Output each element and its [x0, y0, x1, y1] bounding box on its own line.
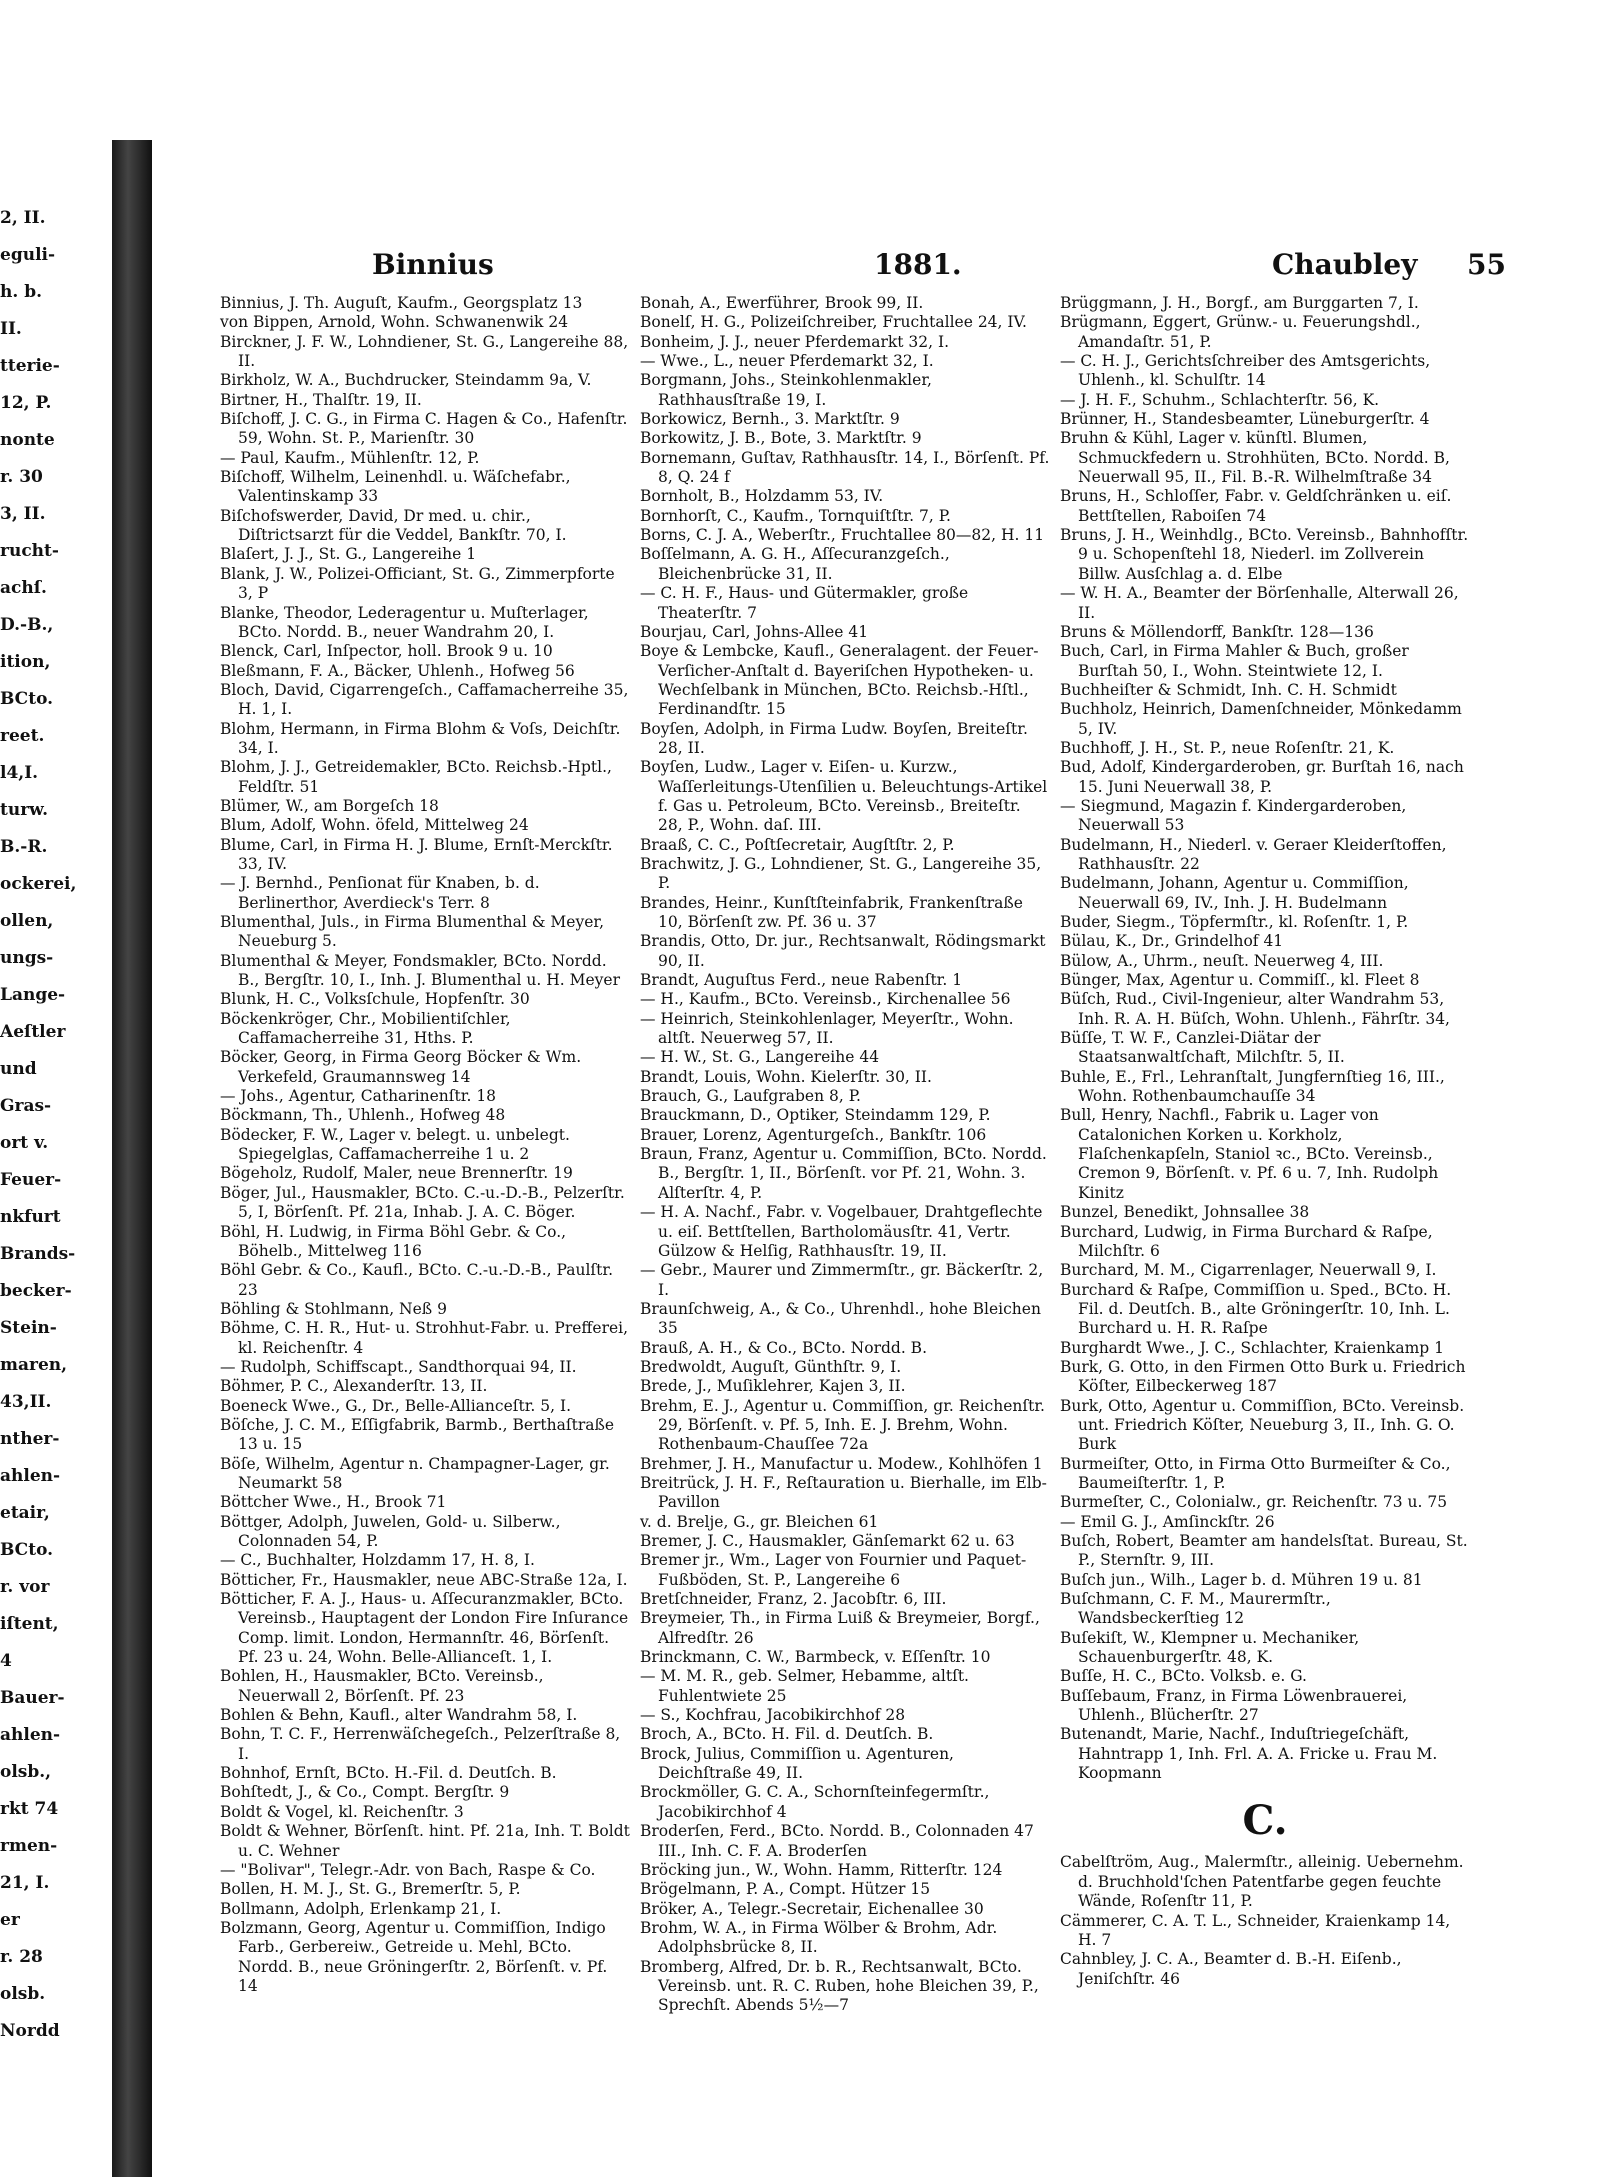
margin-fragment: etair,	[0, 1503, 50, 1523]
margin-fragment: und	[0, 1059, 37, 1079]
directory-entry: Bornemann, Guſtav, Rathhausſtr. 14, I., Börſenſt. Pf. 8, Q. 24 f	[640, 448, 1050, 487]
directory-entry: Boldt & Vogel, kl. Reichenſtr. 3	[220, 1802, 464, 1821]
directory-entry: Blümer, W., am Borgeſch 18	[220, 796, 439, 815]
directory-entry: Buchheiſter & Schmidt, Inh. C. H. Schmidt	[1060, 680, 1397, 699]
directory-entry: — J. Bernhd., Penſionat für Knaben, b. d. Berlinerthor, Averdieck's Terr. 8	[220, 874, 540, 912]
margin-fragment: rucht-	[0, 541, 59, 561]
margin-fragment: 43,II.	[0, 1392, 52, 1412]
directory-entry: Bunzel, Benedikt, Johnsallee 38	[1060, 1203, 1310, 1222]
margin-fragment: ition,	[0, 652, 51, 672]
margin-fragment: reet.	[0, 726, 45, 746]
directory-entry: — H. A. Nachf., Fabr. v. Vogelbauer, Drahtgeflechte u. eiſ. Bettſtellen, Bartholomäusſtr. 41, Vertr. Gülzow & Helſig, Rathhausſtr. 19, II.	[640, 1203, 1043, 1260]
directory-entry: Bonelſ, H. G., Polizeiſchreiber, Fruchtallee 24, IV.	[640, 313, 1027, 332]
directory-entry: Böckenkröger, Chr., Mobilientiſchler, Caffamacherreihe 31, Hths. P.	[220, 1009, 511, 1048]
margin-fragment: maren,	[0, 1355, 68, 1375]
margin-fragment: Gras-	[0, 1096, 52, 1116]
running-header	[242, 248, 1506, 288]
directory-entry: — "Bolivar", Telegr.-Adr. von Bach, Raspe & Co.	[220, 1860, 596, 1879]
directory-entry: Bötticher, Fr., Hausmakler, neue ABC-Straße 12a, I.	[220, 1570, 628, 1589]
directory-entry: Braun, Franz, Agentur u. Commiſſion, BCto. Nordd. B., Bergſtr. 1, II., Börſenſt. vor Pf. 21, Wohn. 3. Alſterſtr. 4, P.	[640, 1145, 1047, 1202]
directory-entry: Brandt, Louis, Wohn. Kielerſtr. 30, II.	[640, 1067, 932, 1086]
directory-entry: Bollmann, Adolph, Erlenkamp 21, I.	[220, 1899, 502, 1918]
directory-entry: — Emil G. J., Amſinckſtr. 26	[1060, 1512, 1275, 1531]
directory-entry: Biſchofswerder, David, Dr med. u. chir., Diſtrictsarzt für die Veddel, Bankſtr. 70, I.	[220, 506, 567, 545]
directory-entry: Bohn, T. C. F., Herrenwäſchegeſch., Pelzerſtraße 8, I.	[220, 1725, 621, 1763]
directory-entry: Buch, Carl, in Firma Mahler & Buch, großer Burſtah 50, I., Wohn. Steintwiete 12, I.	[1060, 642, 1409, 680]
directory-entry: — M. M. R., geb. Selmer, Hebamme, altſt. Fuhlentwiete 25	[640, 1667, 969, 1705]
directory-entry: Bünger, Max, Agentur u. Commiſſ., kl. Fleet 8	[1060, 971, 1420, 990]
directory-entry: — C. H. J., Gerichtsſchreiber des Amtsgerichts, Uhlenh., kl. Schulſtr. 14	[1060, 352, 1431, 390]
directory-entry: Buſſebaum, Franz, in Firma Löwenbrauerei, Uhlenh., Blücherſtr. 27	[1060, 1686, 1408, 1725]
directory-entry: Büſch, Rud., Civil-Ingenieur, alter Wandrahm 53, Inh. R. A. H. Büſch, Wohn. Uhlenh., Fährſtr. 34,	[1060, 990, 1450, 1028]
header-year: 1881.	[874, 248, 962, 281]
directory-entry: Bromberg, Alfred, Dr. b. R., Rechtsanwalt, BCto. Vereinsb. unt. R. C. Ruben, hohe Bleichen 39, P., Sprechſt. Abends 5½—7	[640, 1957, 1039, 2015]
directory-entry: Bruns, J. H., Weinhdlg., BCto. Vereinsb., Bahnhofſtr. 9 u. Schopenſtehl 18, Niederl. im Zollverein Billw. Ausſchlag a. d. Elbe	[1060, 526, 1469, 583]
directory-entry: Burchard & Raſpe, Commiſſion u. Sped., BCto. H. Fil. d. Deutſch. B., alte Gröningerſtr. 10, Inh. L. Burchard u. H. R. Raſpe	[1060, 1280, 1452, 1338]
directory-entry: Blumenthal, Juls., in Firma Blumenthal & Meyer, Neueburg 5.	[220, 913, 605, 951]
directory-entry: Burmeiſter, Otto, in Firma Otto Burmeiſter & Co., Baumeiſterſtr. 1, P.	[1060, 1454, 1451, 1492]
margin-fragment: Lange-	[0, 985, 66, 1005]
margin-fragment: D.-B.,	[0, 615, 54, 635]
directory-entry: Buſch jun., Wilh., Lager b. d. Mühren 19 u. 81	[1060, 1570, 1423, 1589]
directory-entry: Blunk, H. C., Volksſchule, Hopfenſtr. 30	[220, 990, 530, 1009]
directory-entry: Böhling & Stohlmann, Neß 9	[220, 1299, 447, 1318]
directory-entry: Bud, Adolf, Kindergarderoben, gr. Burſtah 16, nach 15. Juni Neuerwall 38, P.	[1060, 758, 1464, 796]
margin-fragment: h. b.	[0, 282, 43, 302]
margin-fragment: 4	[0, 1651, 12, 1671]
directory-entry: Bull, Henry, Nachfl., Fabrik u. Lager von Catalonichen Korken u. Korkholz, Flaſchenkapſeln, Staniol ꝛc., BCto. Vereinsb., Cremon 9, Börſenſt. v. Pf. 6 u. 7, Inh. Rudolph Kinitz	[1060, 1106, 1439, 1202]
margin-fragment: Feuer-	[0, 1170, 62, 1190]
directory-entry: Bredwoldt, Auguſt, Günthſtr. 9, I.	[640, 1357, 902, 1376]
directory-entry: Cabelſtröm, Aug., Malermſtr., alleinig. Uebernehm. d. Bruchhold'ſchen Patentfarbe gegen feuchte Wände, Roſenſtr 11, P.	[1060, 1853, 1464, 1911]
directory-entry: — Johs., Agentur, Catharinenſtr. 18	[220, 1087, 497, 1106]
margin-fragment: ahlen-	[0, 1466, 61, 1486]
page-edge	[1472, 200, 1600, 2177]
margin-fragment: iſtent,	[0, 1614, 59, 1634]
directory-entry: Bohſtedt, J., & Co., Compt. Bergſtr. 9	[220, 1783, 510, 1802]
directory-entry: Brehm, E. J., Agentur u. Commiſſion, gr. Reichenſtr. 29, Börſenſt. v. Pf. 5, Inh. E. J. Brehm, Wohn. Rothenbaum-Chauſſee 72a	[640, 1396, 1045, 1454]
directory-entry: Böhl, H. Ludwig, in Firma Böhl Gebr. & Co., Böhelb., Mittelweg 116	[220, 1222, 567, 1260]
directory-page	[152, 200, 1506, 2177]
directory-entry: Birkholz, W. A., Buchdrucker, Steindamm 9a, V.	[220, 371, 592, 390]
directory-entry: Bruns & Möllendorff, Bankſtr. 128—136	[1060, 622, 1374, 641]
margin-fragment: Brands-	[0, 1244, 76, 1264]
directory-entry: Böſche, J. C. M., Eſſigfabrik, Barmb., Berthaſtraße 13 u. 15	[220, 1415, 615, 1454]
directory-entry: Bröker, A., Telegr.-Secretair, Eichenallee 30	[640, 1899, 984, 1918]
margin-fragment: nkfurt	[0, 1207, 61, 1227]
directory-entry: Boeneck Wwe., G., Dr., Belle-Allianceſtr. 5, I.	[220, 1396, 572, 1415]
margin-fragment: becker-	[0, 1281, 72, 1301]
directory-entry: Blaſert, J. J., St. G., Langereihe 1	[220, 545, 477, 564]
directory-entry: — J. H. F., Schuhm., Schlachterſtr. 56, K.	[1060, 390, 1380, 409]
directory-entry: Brauch, G., Laufgraben 8, P.	[640, 1087, 861, 1106]
directory-entry: — S., Kochfrau, Jacobikirchhof 28	[640, 1706, 906, 1725]
directory-entry: — Paul, Kaufm., Mühlenſtr. 12, P.	[220, 448, 480, 467]
directory-entry: Burchard, M. M., Cigarrenlager, Neuerwall 9, I.	[1060, 1261, 1437, 1280]
margin-fragment: BCto.	[0, 1540, 54, 1560]
directory-entry: Böhme, C. H. R., Hut- u. Strohhut-Fabr. u. Prefferei, kl. Reichenſtr. 4	[220, 1319, 629, 1357]
directory-entry: Brünner, H., Standesbeamter, Lüneburgerſtr. 4	[1060, 410, 1430, 429]
directory-entry: Buſekiſt, W., Klempner u. Mechaniker, Schauenburgerſtr. 48, K.	[1060, 1628, 1360, 1667]
directory-entry: Brandt, Auguſtus Ferd., neue Rabenſtr. 1	[640, 971, 963, 990]
directory-entry: Budelmann, H., Niederl. v. Geraer Kleiderſtoffen, Rathhausſtr. 22	[1060, 835, 1447, 873]
directory-entry: Burghardt Wwe., J. C., Schlachter, Kraienkamp 1	[1060, 1338, 1445, 1357]
directory-entry: — Heinrich, Steinkohlenlager, Meyerſtr., Wohn. altſt. Neuerweg 57, II.	[640, 1009, 1014, 1048]
directory-entry: Birckner, J. F. W., Lohndiener, St. G., Langereihe 88, II.	[220, 332, 629, 371]
directory-entry: Böckmann, Th., Uhlenh., Hofweg 48	[220, 1106, 506, 1125]
directory-entry: Buſch, Robert, Beamter am handelsſtat. Bureau, St. P., Sternſtr. 9, III.	[1060, 1532, 1468, 1570]
directory-entry: Burk, Otto, Agentur u. Commiſſion, BCto. Vereinsb. unt. Friedrich Köſter, Neueburg 3, II., Inh. G. O. Burk	[1060, 1396, 1465, 1454]
directory-entry: Blum, Adolf, Wohn. öfeld, Mittelweg 24	[220, 816, 529, 835]
directory-entry: Bruns, H., Schloſſer, Fabr. v. Geldſchränken u. eiſ. Bettſtellen, Raboiſen 74	[1060, 487, 1452, 525]
directory-entry: Bollen, H. M. J., St. G., Bremerſtr. 5, P.	[220, 1880, 521, 1899]
directory-entry: Böttger, Adolph, Juwelen, Gold- u. Silberw., Colonnaden 54, P.	[220, 1512, 561, 1550]
directory-entry: — H. W., St. G., Langereihe 44	[640, 1048, 880, 1067]
directory-entry: Bornholt, B., Holzdamm 53, IV.	[640, 487, 884, 506]
directory-entry: Cahnbley, J. C. A., Beamter d. B.-H. Eiſenb., Jeniſchſtr. 46	[1060, 1950, 1402, 1988]
margin-fragment: olsb.	[0, 1984, 46, 2004]
directory-entry: Bourjau, Carl, Johns-Allee 41	[640, 622, 869, 641]
directory-entry: Buſchmann, C. F. M., Maurermſtr., Wandsbeckerſtieg 12	[1060, 1590, 1331, 1628]
margin-fragment: olsb.,	[0, 1762, 52, 1782]
directory-entry: Brinckmann, C. W., Barmbeck, v. Eſſenſtr. 10	[640, 1648, 991, 1667]
margin-fragment: r. vor	[0, 1577, 50, 1597]
directory-entry: Borgmann, Johs., Steinkohlenmakler, Rathhausſtraße 19, I.	[640, 371, 932, 409]
directory-entry: Biſchoff, J. C. G., in Firma C. Hagen & Co., Hafenſtr. 59, Wohn. St. P., Marienſtr. 30	[220, 410, 628, 448]
margin-fragment: 21, I.	[0, 1873, 50, 1893]
directory-entry: Brock, Julius, Commiſſion u. Agenturen, Deichſtraße 49, II.	[640, 1744, 954, 1783]
directory-entry: Braunſchweig, A., & Co., Uhrenhdl., hohe Bleichen 35	[640, 1299, 1041, 1338]
directory-entry: Buſſe, H. C., BCto. Volksb. e. G.	[1060, 1667, 1307, 1686]
directory-entry: Blume, Carl, in Firma H. J. Blume, Ernſt-Merckſtr. 33, IV.	[220, 835, 613, 873]
directory-entry: Bremer, J. C., Hausmakler, Gänſemarkt 62 u. 63	[640, 1532, 1015, 1550]
margin-fragment: 3, II.	[0, 504, 46, 524]
margin-fragment: Bauer-	[0, 1688, 65, 1708]
margin-fragment: B.-R.	[0, 837, 48, 857]
margin-fragment: r. 30	[0, 467, 43, 487]
directory-entry: Buchholz, Heinrich, Damenſchneider, Mönkedamm 5, IV.	[1060, 700, 1462, 738]
directory-entry: Blanke, Theodor, Lederagentur u. Muſterlager, BCto. Nordd. B., neuer Wandrahm 20, I.	[220, 603, 589, 641]
directory-entry: Burchard, Ludwig, in Firma Burchard & Raſpe, Milchſtr. 6	[1060, 1222, 1433, 1260]
margin-fragment: r. 28	[0, 1947, 43, 1967]
directory-entry: Brockmöller, G. C. A., Schornſteinfegermſtr., Jacobikirchhof 4	[640, 1783, 990, 1821]
margin-fragment: ungs-	[0, 948, 54, 968]
directory-entry: Bretſchneider, Franz, 2. Jacobſtr. 6, III.	[640, 1590, 947, 1609]
directory-entry: Bornhorſt, C., Kaufm., Tornquiſtſtr. 7, P.	[640, 506, 951, 525]
directory-entry: Bremer jr., Wm., Lager von Fournier und Paquet-Fußböden, St. P., Langereihe 6	[640, 1551, 1027, 1589]
directory-entry: Brachwitz, J. G., Lohndiener, St. G., Langereihe 35, P.	[640, 854, 1042, 893]
directory-entry: Bötticher, F. A. J., Haus- u. Aſſecuranzmakler, BCto. Vereinsb., Hauptagent der London Fire Inſurance Comp. limit. London, Hermannſtr. 46, Börſenſt. Pf. 23 u. 24, Wohn. Belle-Allianceſt. 1, I.	[220, 1590, 629, 1667]
directory-entry: Buder, Siegm., Töpfermſtr., kl. Roſenſtr. 1, P.	[1060, 913, 1409, 931]
directory-entry: Burmeſter, C., Colonialw., gr. Reichenſtr. 73 u. 75	[1060, 1493, 1448, 1512]
directory-entry: Boſſelmann, A. G. H., Aſſecuranzgeſch., Bleichenbrücke 31, II.	[640, 545, 950, 583]
directory-entry: Boye & Lembcke, Kaufl., Generalagent. der Feuer-Verſicher-Anſtalt d. Bayeriſchen Hypotheken- u. Wechſelbank in München, BCto. Reichsb.-Hſtl., Ferdinandſtr. 15	[640, 642, 1039, 719]
directory-entry: Bloch, David, Cigarrengeſch., Caffamacherreihe 35, H. 1, I.	[220, 680, 629, 719]
directory-entry: Bröcking jun., W., Wohn. Hamm, Ritterſtr. 124	[640, 1860, 1003, 1879]
book-spine	[112, 140, 152, 2177]
directory-entry: Borkowitz, J. B., Bote, 3. Marktſtr. 9	[640, 429, 922, 448]
directory-entry: Bülau, K., Dr., Grindelhof 41	[1060, 932, 1284, 951]
directory-entry: Brauckmann, D., Optiker, Steindamm 129, P.	[640, 1106, 991, 1125]
directory-entry: Büſſe, T. W. F., Canzlei-Diätar der Staatsanwaltſchaft, Milchſtr. 5, II.	[1060, 1029, 1345, 1067]
directory-entry: Brügmann, Eggert, Grünw.- u. Feuerungshdl., Amandaſtr. 51, P.	[1060, 313, 1421, 351]
directory-entry: Bonah, A., Ewerführer, Brook 99, II.	[640, 294, 924, 312]
directory-entry: — Gebr., Maurer und Zimmermſtr., gr. Bäckerſtr. 2, I.	[640, 1261, 1044, 1299]
directory-entry: Broderſen, Ferd., BCto. Nordd. B., Colonnaden 47 III., Inh. C. F. A. Broderſen	[640, 1822, 1034, 1860]
directory-entry: Brandis, Otto, Dr. jur., Rechtsanwalt, Rödingsmarkt 90, II.	[640, 932, 1046, 970]
directory-entry: Brauer, Lorenz, Agenturgeſch., Bankſtr. 106	[640, 1125, 987, 1144]
margin-fragment: ort v.	[0, 1133, 49, 1153]
margin-fragment: ollen,	[0, 911, 54, 931]
margin-fragment: nther-	[0, 1429, 60, 1449]
directory-entry: Breitrück, J. H. F., Reſtauration u. Bierhalle, im Elb-Pavillon	[640, 1473, 1047, 1512]
directory-entry: Brüggmann, J. H., Borgf., am Burggarten 7, I.	[1060, 294, 1419, 312]
directory-entry: v. d. Brelje, G., gr. Bleichen 61	[640, 1512, 879, 1531]
directory-entry: Brögelmann, P. A., Compt. Hützer 15	[640, 1880, 931, 1899]
margin-fragment: ahlen-	[0, 1725, 61, 1745]
directory-entry: Braaß, C. C., Poſtſecretair, Augſtſtr. 2, P.	[640, 835, 955, 854]
margin-fragment: ockerei,	[0, 874, 77, 894]
directory-entry: Buhle, E., Frl., Lehranſtalt, Jungfernſtieg 16, III., Wohn. Rothenbaumchauſſe 34	[1060, 1067, 1445, 1106]
directory-entry: — H., Kaufm., BCto. Vereinsb., Kirchenallee 56	[640, 990, 1011, 1009]
directory-entry: Boyſen, Adolph, in Firma Ludw. Boyſen, Breiteſtr. 28, II.	[640, 719, 1028, 757]
directory-entry: Blank, J. W., Polizei-Officiant, St. G., Zimmerpforte 3, P	[220, 564, 615, 603]
directory-entry: Binnius, J. Th. Auguſt, Kaufm., Georgsplatz 13	[220, 294, 583, 312]
directory-entry: Budelmann, Johann, Agentur u. Commiſſion, Neuerwall 69, IV., Inh. J. H. Budelmann	[1060, 874, 1409, 912]
column-1	[220, 294, 630, 1996]
directory-entry: Brohm, W. A., in Firma Wölber & Brohm, Adr. Adolphsbrücke 8, II.	[640, 1918, 998, 1957]
directory-entry: Bruhn & Kühl, Lager v. künſtl. Blumen, Schmuckfedern u. Strohhüten, BCto. Nordd. B, Neuerwall 95, II., Fil. B.-R. Wilhelmſtraße 34	[1060, 429, 1450, 487]
directory-entry: Böger, Jul., Hausmakler, BCto. C.-u.-D.-B., Pelzerſtr. 5, I, Börſenſt. Pf. 21a, Inhab. J. A. C. Böger.	[220, 1183, 625, 1222]
directory-entry: Blumenthal & Meyer, Fondsmakler, BCto. Nordd. B., Bergſtr. 10, I., Inh. J. Blumenthal u. H. Meyer	[220, 951, 620, 990]
directory-entry: Blenck, Carl, Inſpector, holl. Brook 9 u. 10	[220, 642, 553, 661]
margin-fragment: Aeſtler	[0, 1022, 66, 1042]
margin-fragment: II.	[0, 319, 22, 339]
directory-entry: Bolzmann, Georg, Agentur u. Commiſſion, Indigo Farb., Gerbereiw., Getreide u. Mehl, BCto. Nordd. B., neue Gröningerſtr. 2, Börſenſt. v. Pf. 14	[220, 1918, 608, 1995]
directory-entry: Bödecker, F. W., Lager v. belegt. u. unbelegt. Spiegelglas, Caffamacherreihe 1 u. 2	[220, 1125, 570, 1164]
margin-fragment: turw.	[0, 800, 49, 820]
directory-entry: Brandes, Heinr., Kunſtſteinfabrik, Frankenſtraße 10, Börſenſt zw. Pf. 36 u. 37	[640, 893, 1023, 931]
margin-fragment: achſ.	[0, 578, 47, 598]
directory-entry: Blohm, J. J., Getreidemakler, BCto. Reichsb.-Hptl., Feldſtr. 51	[220, 758, 612, 796]
margin-fragment: eguli-	[0, 245, 56, 265]
directory-entry: — C., Buchhalter, Holzdamm 17, H. 8, I.	[220, 1551, 535, 1570]
margin-fragment: rmen-	[0, 1836, 58, 1856]
directory-entry: — Rudolph, Schiffscapt., Sandthorquai 94, II.	[220, 1357, 577, 1376]
directory-entry: Brehmer, J. H., Manufactur u. Modew., Kohlhöfen 1	[640, 1454, 1043, 1473]
directory-entry: Bohnhof, Ernſt, BCto. H.-Fil. d. Deutſch. B.	[220, 1764, 557, 1783]
directory-entry: Buchhoff, J. H., St. P., neue Roſenſtr. 21, K.	[1060, 738, 1395, 757]
margin-fragment: rkt 74	[0, 1799, 59, 1819]
directory-entry: Butenandt, Marie, Nachf., Induſtriegeſchäft, Hahntrapp 1, Inh. Frl. A. A. Fricke u. Frau M. Koopmann	[1060, 1725, 1438, 1783]
directory-entry: Birtner, H., Thalſtr. 19, II.	[220, 390, 422, 409]
margin-fragment: er	[0, 1910, 20, 1930]
margin-fragment: 2, II.	[0, 208, 46, 228]
directory-entry: Böhmer, P. C., Alexanderſtr. 13, II.	[220, 1377, 488, 1396]
directory-entry: Bonheim, J. J., neuer Pferdemarkt 32, I.	[640, 332, 950, 351]
directory-entry: Brauß, A. H., & Co., BCto. Nordd. B.	[640, 1338, 927, 1357]
directory-entry: Bohlen & Behn, Kaufl., alter Wandrahm 58, I.	[220, 1706, 578, 1725]
directory-entry: Borkowicz, Bernh., 3. Marktſtr. 9	[640, 410, 900, 429]
margin-fragment: l4,I.	[0, 763, 39, 783]
margin-fragment: Nordd	[0, 2021, 60, 2041]
margin-fragment: BCto.	[0, 689, 54, 709]
margin-fragment: Stein-	[0, 1318, 57, 1338]
directory-entry: Blohm, Hermann, in Firma Blohm & Voſs, Deichſtr. 34, I.	[220, 719, 621, 757]
directory-entry: Cämmerer, C. A. T. L., Schneider, Kraienkamp 14, H. 7	[1060, 1911, 1451, 1949]
directory-entry: Broch, A., BCto. H. Fil. d. Deutſch. B.	[640, 1725, 934, 1744]
directory-entry: Biſchoff, Wilhelm, Leinenhdl. u. Wäſchefabr., Valentinskamp 33	[220, 468, 571, 506]
directory-entry: — W. H. A., Beamter der Börſenhalle, Alterwall 26, II.	[1060, 584, 1459, 622]
directory-entry: Böttcher Wwe., H., Brook 71	[220, 1493, 447, 1512]
directory-entry: Burk, G. Otto, in den Firmen Otto Burk u. Friedrich Köſter, Eilbeckerweg 187	[1060, 1357, 1466, 1396]
directory-entry: Bleßmann, F. A., Bäcker, Uhlenh., Hofweg 56	[220, 661, 575, 680]
directory-entry: Böhl Gebr. & Co., Kaufl., BCto. C.-u.-D.-B., Paulſtr. 23	[220, 1261, 613, 1299]
directory-entry: Bülow, A., Uhrm., neuſt. Neuerweg 4, III.	[1060, 951, 1384, 970]
header-right-catchword: Chaubley	[1272, 248, 1418, 281]
directory-entry: Brede, J., Muſiklehrer, Kajen 3, II.	[640, 1377, 906, 1396]
directory-entry: Borns, C. J. A., Weberſtr., Fruchtallee 80—82, H. 11	[640, 526, 1045, 545]
directory-entry: Böcker, Georg, in Firma Georg Böcker & Wm. Verkefeld, Graumannsweg 14	[220, 1048, 582, 1086]
margin-fragment: 12, P.	[0, 393, 52, 413]
page-number: 55	[1467, 248, 1506, 281]
directory-entry: Boldt & Wehner, Börſenſt. hint. Pf. 21a, Inh. T. Boldt u. C. Wehner	[220, 1822, 630, 1860]
column-2	[640, 294, 1050, 2016]
header-left-catchword: Binnius	[372, 248, 494, 281]
directory-entry: — Siegmund, Magazin f. Kindergarderoben, Neuerwall 53	[1060, 796, 1407, 835]
directory-entry: Breymeier, Th., in Firma Luiß & Breymeier, Borgf., Alfredſtr. 26	[640, 1609, 1040, 1647]
column-3	[1060, 294, 1470, 1989]
margin-fragment: tterie-	[0, 356, 60, 376]
directory-entry: von Bippen, Arnold, Wohn. Schwanenwik 24	[220, 313, 569, 332]
directory-entry: — C. H. F., Haus- und Gütermakler, große Theaterſtr. 7	[640, 584, 969, 622]
directory-entry: Böſe, Wilhelm, Agentur n. Champagner-Lager, gr. Neumarkt 58	[220, 1454, 610, 1492]
margin-fragment: nonte	[0, 430, 55, 450]
directory-entry: Bögeholz, Rudolf, Maler, neue Brennerſtr. 19	[220, 1164, 573, 1183]
section-letter: C.	[1242, 1797, 1288, 1845]
directory-entry: Boyſen, Ludw., Lager v. Eiſen- u. Kurzw., Waſſerleitungs-Utenſilien u. Beleuchtungs-Artikel f. Gas u. Petroleum, BCto. Vereinsb., Breiteſtr. 28, P., Wohn. daſ. III.	[640, 758, 1048, 835]
directory-entry: — Wwe., L., neuer Pferdemarkt 32, I.	[640, 352, 934, 371]
left-margin-fragments	[0, 200, 77, 2100]
directory-entry: Bohlen, H., Hausmakler, BCto. Vereinsb., Neuerwall 2, Börſenſt. Pf. 23	[220, 1667, 544, 1705]
